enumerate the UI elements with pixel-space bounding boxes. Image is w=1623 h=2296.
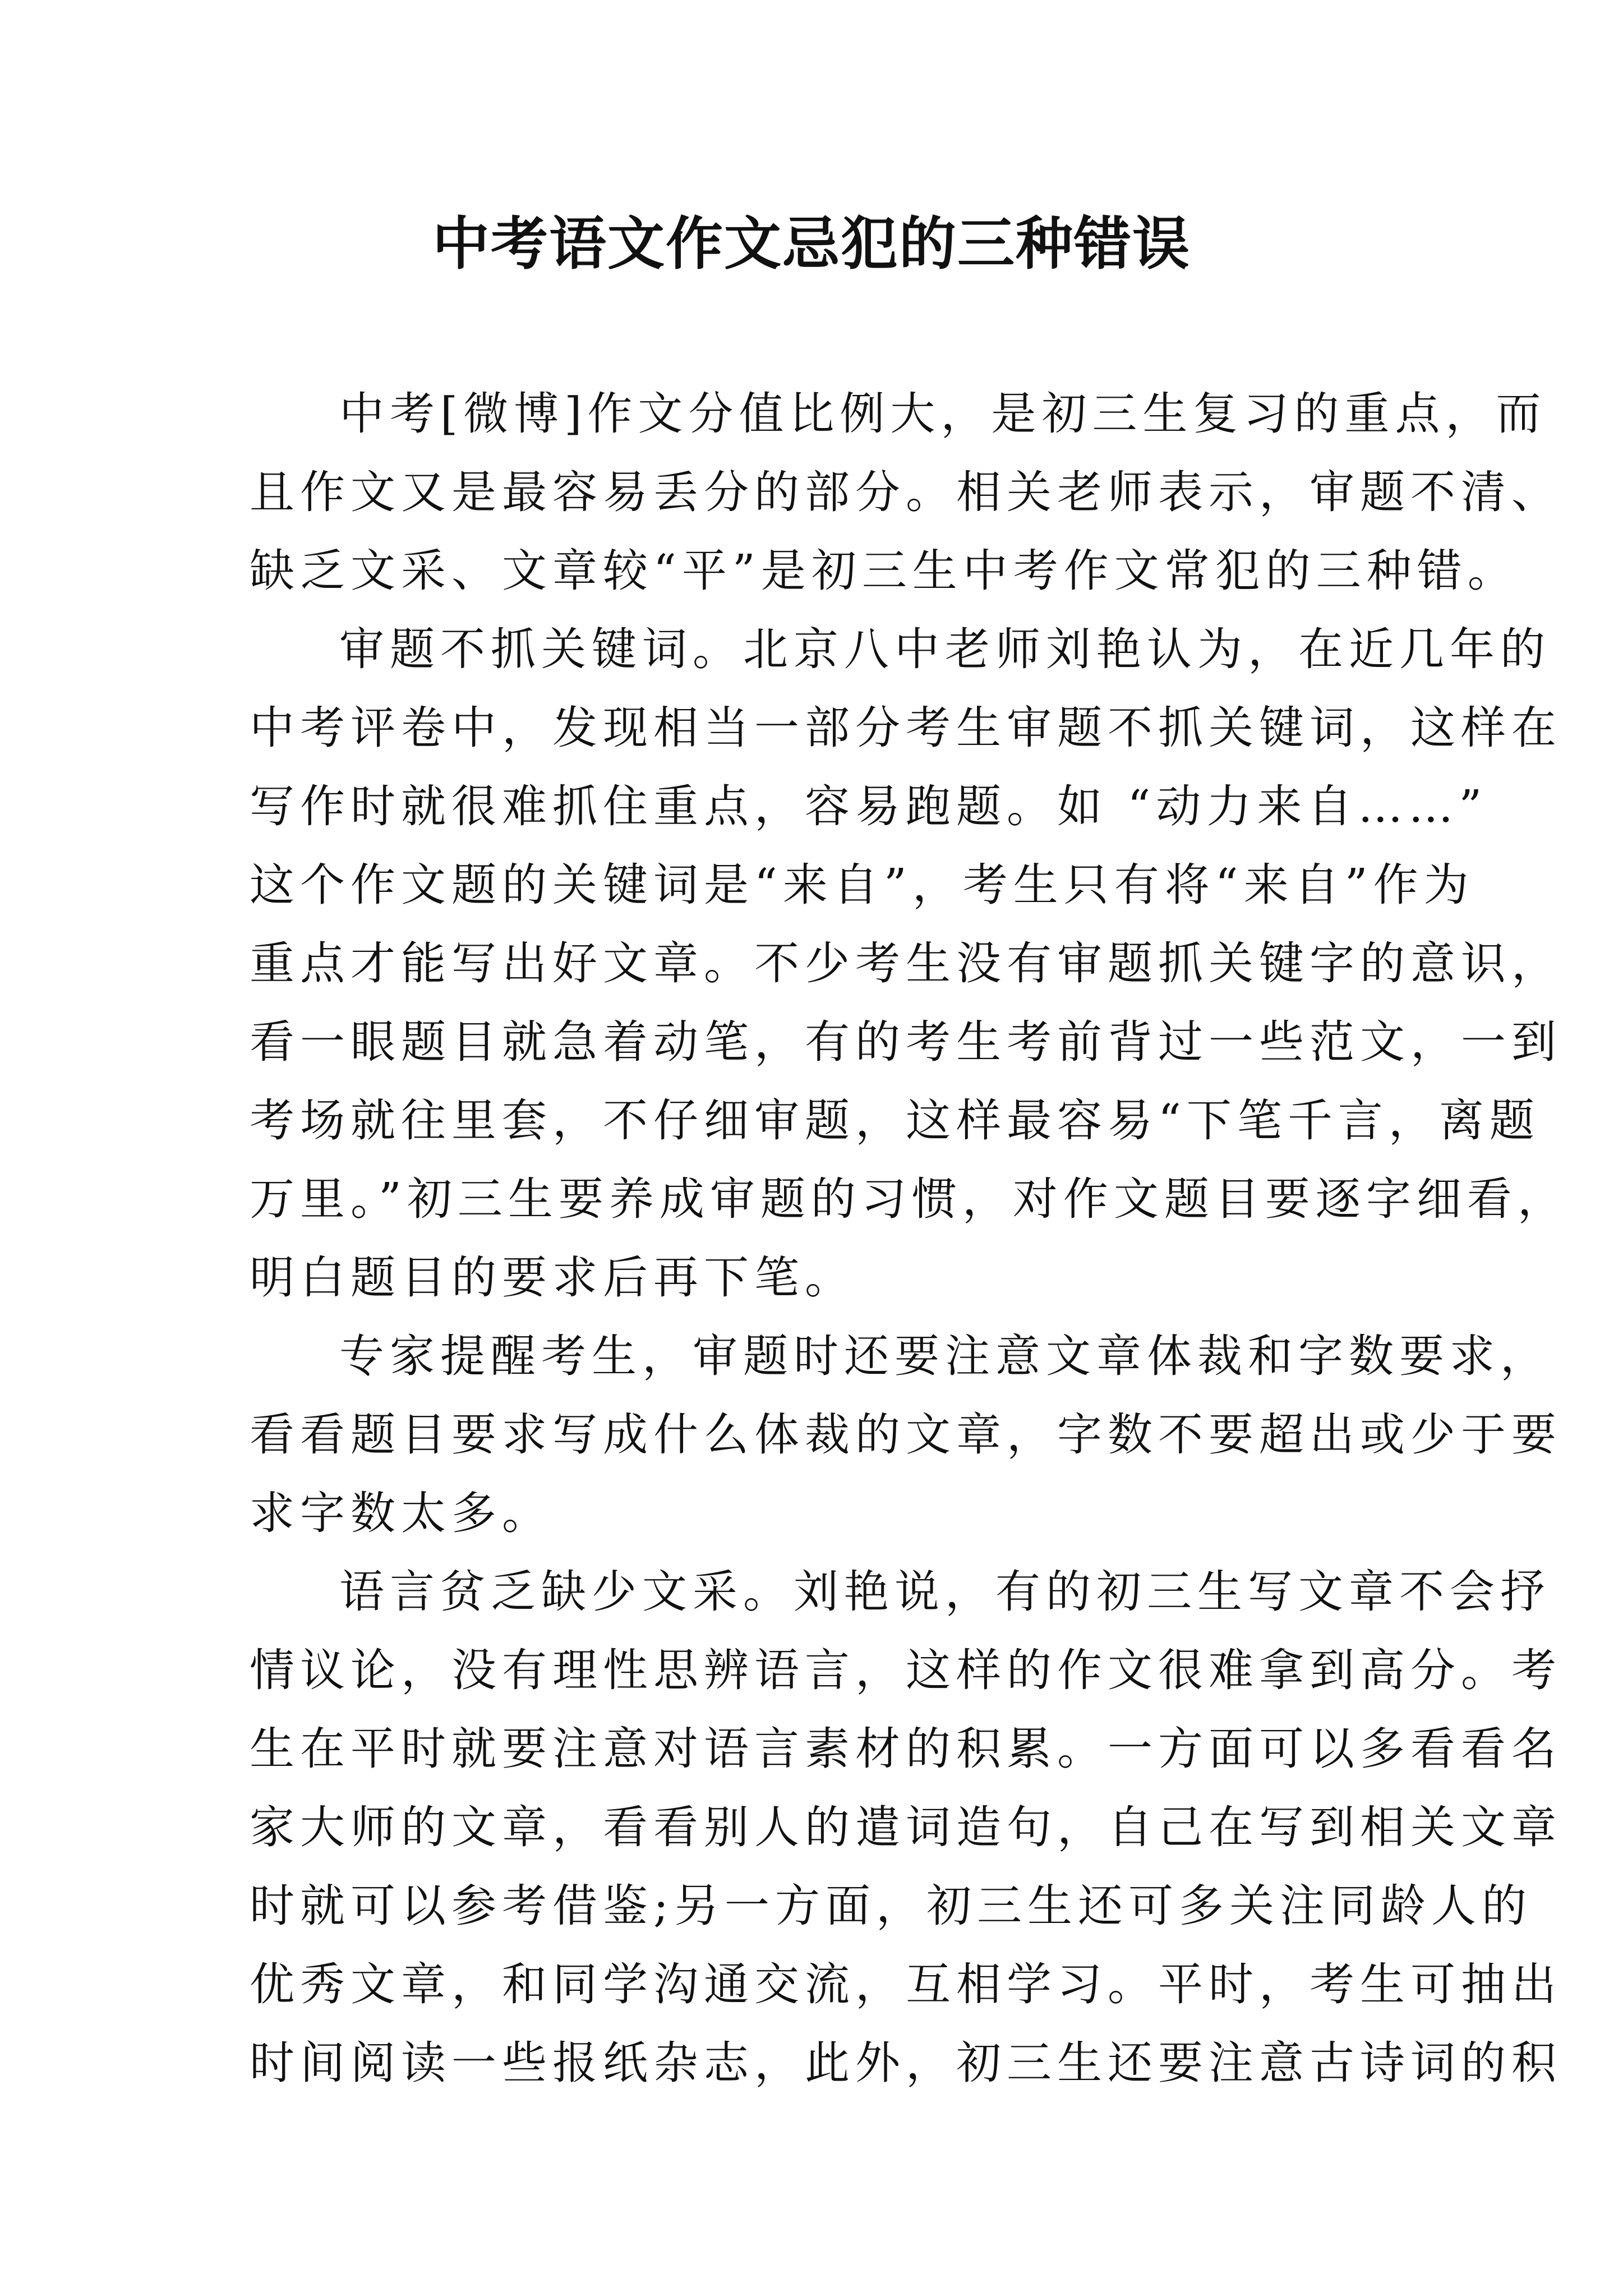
paragraph-2-line-7: 考场就往里套，不仔细审题，这样最容易“下笔千言，离题 [250, 1094, 1540, 1147]
paragraph-4-line-7: 时间阅读一些报纸杂志，此外，初三生还要注意古诗词的积 [250, 2037, 1562, 2089]
paragraph-3-line-1: 专家提醒考生，审题时还要注意文章体裁和字数要求， [339, 1330, 1551, 1382]
paragraph-4-line-3: 生在平时就要注意对语言素材的积累。一方面可以多看看名 [250, 1723, 1562, 1775]
paragraph-1-line-2: 且作文又是最容易丢分的部分。相关老师表示，审题不清、 [250, 466, 1562, 518]
paragraph-2-line-2: 中考评卷中，发现相当一部分考生审题不抓关键词，这样在 [250, 702, 1562, 754]
paragraph-1-line-3: 缺乏文采、文章较“平”是初三生中考作文常犯的三种错。 [250, 545, 1518, 597]
paragraph-4-line-4: 家大师的文章，看看别人的遣词造句，自己在写到相关文章 [250, 1801, 1562, 1853]
paragraph-2-line-8: 万里。”初三生要养成审题的习惯，对作文题目要逐字细看， [250, 1173, 1568, 1225]
paragraph-3-line-3: 求字数太多。 [250, 1487, 552, 1539]
paragraph-2-line-4: 这个作文题的关键词是“来自”，考生只有将“来自”作为 [250, 859, 1474, 911]
paragraph-4-line-5: 时就可以参考借鉴;另一方面，初三生还可多关注同龄人的 [250, 1880, 1532, 1932]
paragraph-2-line-5: 重点才能写出好文章。不少考生没有审题抓关键字的意识， [250, 937, 1562, 990]
paragraph-1-line-1: 中考[微博]作文分值比例大，是初三生复习的重点，而 [339, 388, 1547, 440]
paragraph-2-line-3: 写作时就很难抓住重点，容易跑题。如 “动力来自……” [250, 780, 1488, 832]
document-title: 中考语文作文忌犯的三种错误 [432, 210, 1191, 278]
paragraph-4-line-1: 语言贫乏缺少文采。刘艳说，有的初三生写文章不会抒 [339, 1566, 1551, 1618]
document-body [250, 375, 1568, 2102]
paragraph-2-line-9: 明白题目的要求后再下笔。 [250, 1251, 855, 1304]
paragraph-2-line-1: 审题不抓关键词。北京八中老师刘艳认为，在近几年的 [339, 623, 1551, 675]
paragraph-4-line-2: 情议论，没有理性思辨语言，这样的作文很难拿到高分。考 [250, 1644, 1562, 1696]
paragraph-3-line-2: 看看题目要求写成什么体裁的文章，字数不要超出或少于要 [250, 1409, 1562, 1461]
paragraph-4-line-6: 优秀文章，和同学沟通交流，互相学习。平时，考生可抽出 [250, 1958, 1562, 2010]
paragraph-2-line-6: 看一眼题目就急着动笔，有的考生考前背过一些范文，一到 [250, 1016, 1562, 1068]
